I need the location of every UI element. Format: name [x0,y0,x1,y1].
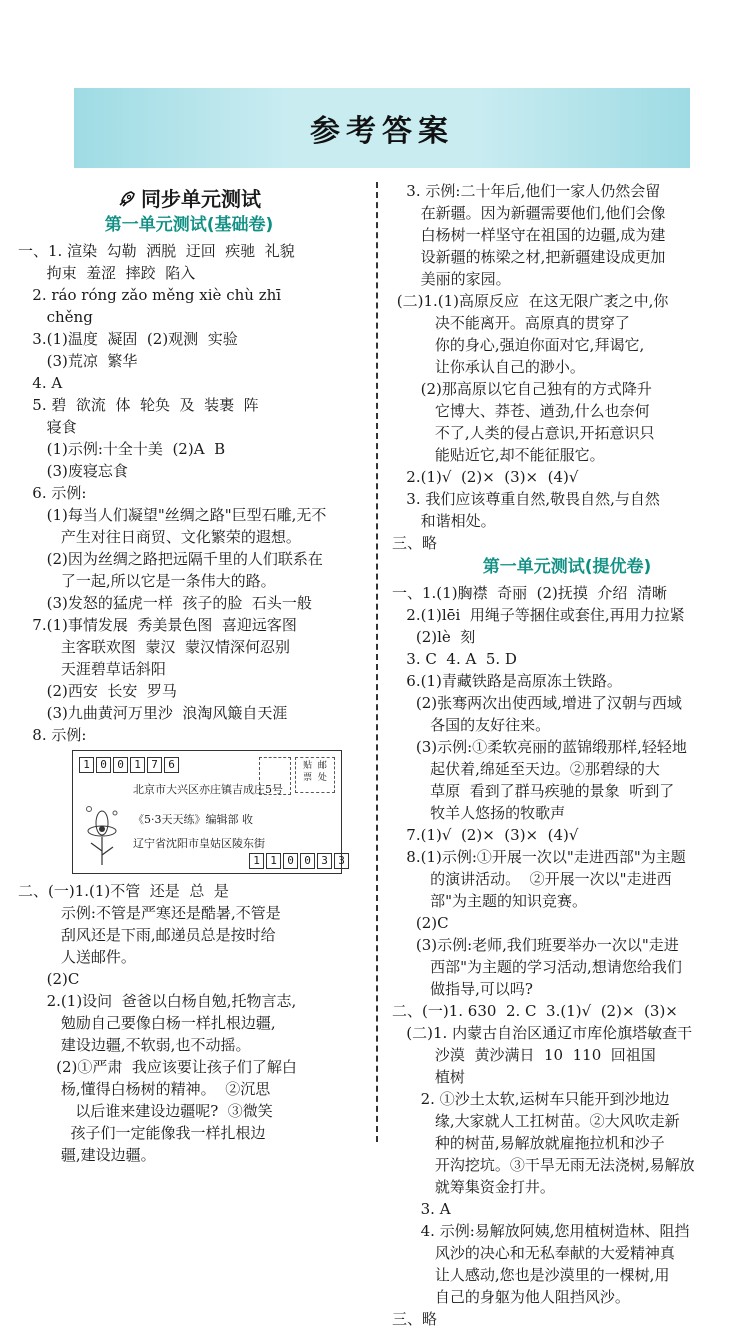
answer-line: 4. A [18,374,63,392]
answer-line: 美丽的家园。 [392,270,511,288]
answer-line: (1)每当人们凝望"丝绸之路"巨型石雕,无不 [18,506,327,524]
receiver-address: 北京市大兴区亦庄镇吉成庄5号 [133,783,283,796]
answer-line: 白杨树一样坚守在祖国的边疆,成为建 [392,226,666,244]
answer-line: (2)张骞两次出使西域,增进了汉朝与西域 [392,694,682,712]
answer-line: 起伏着,绵延至天边。②那碧绿的大 [392,760,660,778]
answer-line: (二)1. 内蒙古自治区通辽市库伦旗塔敏查干 [392,1024,693,1042]
answer-line: 你的身心,强迫你面对它,拜谒它, [392,336,645,354]
flower-decoration [79,801,125,867]
answer-line: 它博大、莽苍、遒劲,什么也奈何 [392,402,650,420]
answer-line: 以后谁来建设边疆呢? ③微笑 [18,1102,273,1120]
postcode-digit: 3 [317,853,332,869]
answer-line: (二)1.(1)高原反应 在这无限广袤之中,你 [392,292,669,310]
basic-test-title: 第一单元测试(基础卷) [104,215,274,235]
stamp-text: 贴 邮 票 处 [303,761,327,783]
advanced-answers [392,582,742,1330]
answer-line: (3)示例:①柔软亮丽的蓝锦缎那样,轻轻地 [392,738,687,756]
postcode-digit: 0 [300,853,315,869]
postcode-digit: 1 [79,757,94,773]
postcode-digit: 3 [334,853,349,869]
answer-line: (2)因为丝绸之路把远隔千里的人们联系在 [18,550,323,568]
postcode-digit: 7 [147,757,162,773]
answer-line: 能贴近它,却不能征服它。 [392,446,605,464]
answer-line: 了一起,所以它是一条伟大的路。 [18,572,276,590]
answer-line: 3. A [392,1200,451,1218]
answer-line: 6.(1)青藏铁路是高原冻土铁路。 [392,672,622,690]
answer-line: 5. 碧 欲流 体 轮奂 及 装裹 阵 [18,396,259,414]
answer-line: 杨,懂得白杨树的精神。 ②沉思 [18,1080,271,1098]
answer-line: 刮风还是下雨,邮递员总是按时给 [18,926,276,944]
answer-line: 的演讲活动。 ②开展一次以"走进西 [392,870,672,888]
column-divider [376,182,378,1142]
answer-line: 4. 示例:易解放阿姨,您用植树造林、阻挡 [392,1222,690,1240]
answer-line: (2)C [392,914,449,932]
answer-line: 一、1. 渲染 勾勒 洒脱 迂回 疾驰 礼貌 [18,242,295,260]
postcode-top [79,757,179,773]
answer-line: 示例:不管是严寒还是酷暑,不管是 [18,904,281,922]
postcode-digit: 0 [283,853,298,869]
answer-line: (2)那高原以它自己独有的方式降升 [392,380,652,398]
answer-line: 人送邮件。 [18,948,136,966]
basic-answers-part3 [392,180,742,554]
answer-line: 不了,人类的侵占意识,开拓意识只 [392,424,655,442]
stamp-area [295,757,335,793]
answer-line: 草原 看到了群马疾驰的景象 听到了 [392,782,675,800]
answer-line: (2)lè 刻 [392,628,476,646]
answer-line: 3.(1)温度 凝固 (2)观测 实验 [18,330,238,348]
answer-line: 产生对往日商贸、文化繁荣的遐想。 [18,528,301,546]
postcode-bottom [249,853,349,869]
answer-line: 拘束 羞涩 摔跤 陷入 [18,264,196,282]
postcode-digit: 1 [130,757,145,773]
postcode-digit: 1 [249,853,264,869]
answer-line: 2.(1)lēi 用绳子等捆住或套住,再用力拉紧 [392,606,685,624]
answer-line: 2.(1)√ (2)× (3)× (4)√ [392,468,579,486]
postcode-digit: 0 [113,757,128,773]
postcode-digit: 1 [266,853,281,869]
answer-line: 寝食 [18,418,77,436]
answer-line: (3)示例:老师,我们班要举办一次以"走进 [392,936,679,954]
left-column [18,180,360,1166]
answer-line: 植树 [392,1068,465,1086]
answer-line: (1)示例:十全十美 (2)A B [18,440,226,458]
answer-line: (3)九曲黄河万里沙 浪淘风簸自天涯 [18,704,288,722]
answer-line: 部"为主题的知识竞赛。 [392,892,588,910]
answer-line: 三、略 [392,534,438,552]
answer-line: 3. C 4. A 5. D [392,650,517,668]
answer-line: 建设边疆,不软弱,也不动摇。 [18,1036,251,1054]
basic-answers-part2 [18,880,360,1166]
answer-line: 6. 示例: [18,484,87,502]
postcode-digit: 6 [164,757,179,773]
answer-line: 3. 我们应该尊重自然,敬畏自然,与自然 [392,490,660,508]
answer-line: 就筹集资金打井。 [392,1178,555,1196]
sender-address: 辽宁省沈阳市皇姑区陵东街 [133,837,265,850]
advanced-test-title: 第一单元测试(提优卷) [482,557,652,577]
answer-line: 风沙的决心和无私奉献的大爱精神真 [392,1244,675,1262]
answer-line: (2)①严肃 我应该要让孩子们了解白 [18,1058,297,1076]
answer-line: (2)C [18,970,80,988]
answer-line: 种的树苗,易解放就雇拖拉机和沙子 [392,1134,665,1152]
answer-line: 各国的友好往来。 [392,716,551,734]
answer-line: 二、(一)1. 630 2. C 3.(1)√ (2)× (3)× [392,1002,678,1020]
answer-line: (2)西安 长安 罗马 [18,682,177,700]
receiver-name: 《5·3天天练》编辑部 收 [133,813,253,826]
answer-line: 沙漠 黄沙满日 10 110 回祖国 [392,1046,656,1064]
answer-line: 一、1.(1)胸襟 奇丽 (2)抚摸 介绍 清晰 [392,584,667,602]
answer-line: (3)发怒的猛虎一样 孩子的脸 石头一般 [18,594,312,612]
answer-line: 牧羊人悠扬的牧歌声 [392,804,566,822]
section-title [18,188,360,210]
section-title-text: 同步单元测试 [141,187,261,211]
answer-line: 7.(1)事情发展 秀美景色图 喜迎远客图 [18,616,297,634]
answer-line: 二、(一)1.(1)不管 还是 总 是 [18,882,229,900]
answer-line: 自己的身躯为他人阻挡风沙。 [392,1288,630,1306]
answer-line: 8.(1)示例:①开展一次以"走进西部"为主题 [392,848,686,866]
answer-line: 孩子们一定能像我一样扎根边 [18,1124,266,1142]
answer-line: 天涯碧草话斜阳 [18,660,166,678]
answer-line: 开沟挖坑。③干旱无雨无法浇树,易解放 [392,1156,695,1174]
answer-line: 8. 示例: [18,726,87,744]
postcode-digit: 0 [96,757,111,773]
answer-line: 疆,建设边疆。 [18,1146,156,1164]
answer-line: 让人感动,您也是沙漠里的一棵树,用 [392,1266,670,1284]
answer-line: 缘,大家就人工扛树苗。②大风吹走新 [392,1112,680,1130]
answer-line: 让你承认自己的渺小。 [392,358,585,376]
answer-line: 7.(1)√ (2)× (3)× (4)√ [392,826,579,844]
answer-line: (3)荒凉 繁华 [18,352,138,370]
answer-line: 勉励自己要像白杨一样扎根边疆, [18,1014,276,1032]
basic-answers-part1 [18,240,360,746]
answer-line: 设新疆的栋梁之材,把新疆建设成更加 [392,248,666,266]
answer-line: 2. ①沙土太软,运树车只能开到沙地边 [392,1090,670,1108]
answer-line: 做指导,可以吗? [392,980,533,998]
title-banner [74,88,690,168]
answer-line: 3. 示例:二十年后,他们一家人仍然会留 [392,182,661,200]
answer-line: 和谐相处。 [392,512,496,530]
envelope-example [72,750,345,874]
right-column [392,180,742,1330]
answer-line: (3)废寝忘食 [18,462,128,480]
answer-line: 2.(1)设问 爸爸以白杨自勉,托物言志, [18,992,297,1010]
answer-line: 决不能离开。高原真的贯穿了 [392,314,630,332]
answer-line: 在新疆。因为新疆需要他们,他们会像 [392,204,666,222]
page-title: 参考答案 [310,114,454,149]
answer-line: 主客联欢图 蒙汉 蒙汉情深何忍别 [18,638,290,656]
answer-line: 西部"为主题的学习活动,想请您给我们 [392,958,682,976]
answer-line: 三、略 [392,1310,438,1328]
answer-line: 2. ráo róng zǎo měng xiè chù zhī [18,286,282,304]
answer-line: chěng [18,308,93,326]
rocket-icon [117,190,137,208]
